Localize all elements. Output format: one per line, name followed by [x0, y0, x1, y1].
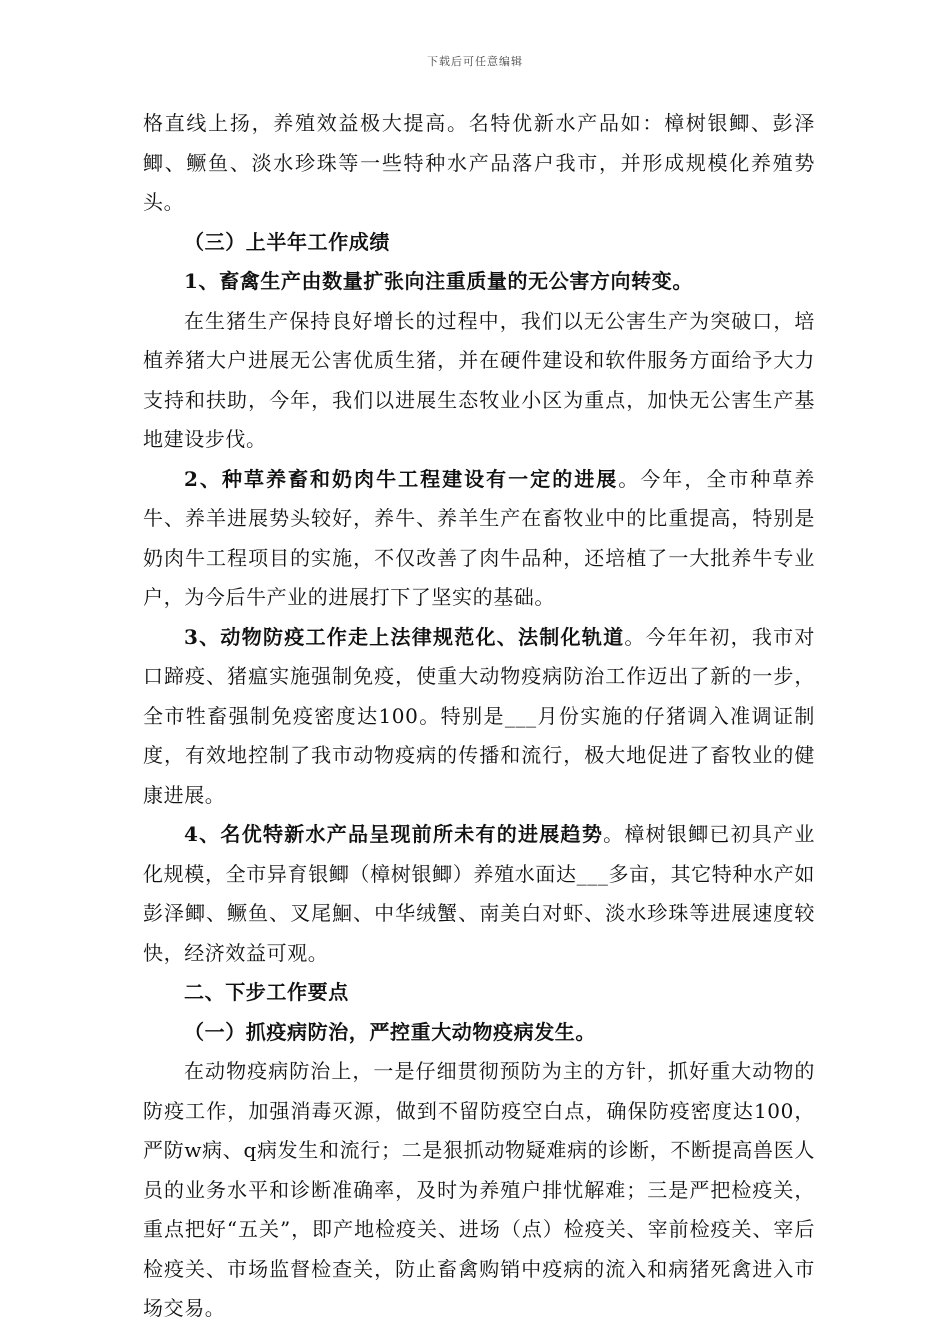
paragraph-2 [143, 460, 815, 618]
subheading-1: 1、畜禽生产由数量扩张向注重质量的无公害方向转变。 [184, 269, 693, 293]
paragraph-4 [143, 815, 815, 973]
document-body [143, 104, 815, 1329]
paragraph-2-text: 。今年，全市种草养牛、养羊进展势头较好，养牛、养羊生产在畜牧业中的比重提高，特别是奶肉牛工程项目的实施，不仅改善了肉牛品种，还培植了一大批养牛专业户，为今后牛产业的进展打下了坚实的基础。 [143, 466, 816, 609]
paragraph-continued: 格直线上扬，养殖效益极大提高。名特优新水产品如：樟树银鲫、彭泽鲫、鳜鱼、淡水珍珠等一些特种水产品落户我市，并形成规模化养殖势头。 [143, 111, 815, 214]
paragraph-3 [143, 618, 815, 816]
subheading-3: 3、动物防疫工作走上法律规范化、法制化轨道 [184, 624, 625, 649]
section-heading-3: （三）上半年工作成绩 [184, 229, 390, 254]
page-header: 下载后可任意编辑 [427, 55, 523, 68]
paragraph-4-text: 。樟树银鲫已初具产业化规模，全市异育银鲫（樟树银鲫）养殖水面达___多亩，其它特种水产如彭泽鲫、鳜鱼、叉尾鮰、中华绒蟹、南美白对虾、淡水珍珠等进展速度较快，经济效益可观。 [143, 822, 815, 965]
subheading-4: 4、名优特新水产品呈现前所未有的进展趋势 [184, 822, 604, 846]
paragraph-3-text: 。今年年初，我市对口蹄疫、猪瘟实施强制免疫，使重大动物疫病防治工作迈出了新的一步，全市牲畜强制免疫密度达100。特别是___月份实施的仔猪调入准调证制度，有效地控制了我市动物疫病的传播和流行，极大地促进了畜牧业的健康进展。 [143, 624, 816, 807]
subheading-2: 2、种草养畜和奶肉牛工程建设有一定的进展 [184, 466, 619, 491]
paragraph-1: 在生猪生产保持良好增长的过程中，我们以无公害生产为突破口，培植养猪大户进展无公害优质生猪，并在硬件建设和软件服务方面给予大力支持和扶助，今年，我们以进展生态牧业小区为重点，加快无公害生产基地建设步伐。 [143, 308, 815, 451]
part-heading-2: 二、下步工作要点 [184, 980, 349, 1004]
paragraph-5: 在动物疫病防治上，一是仔细贯彻预防为主的方针，抓好重大动物的防疫工作，加强消毒灭源，做到不留防疫空白点，确保防疫密度达100，严防w病、q病发生和流行；二是狠抓动物疑难病的诊断，不断提高兽医人员的业务水平和诊断准确率，及时为养殖户排忧解难；三是严把检疫关，重点把好“五关”，即产地检疫关、进场（点）检疫关、宰前检疫关、宰后检疫关、市场监督检查关，防止畜禽购销中疫病的流入和病猪死禽进入市场交易。 [143, 1059, 815, 1320]
subsection-heading-1: （一）抓疫病防治，严控重大动物疫病发生。 [184, 1019, 596, 1044]
